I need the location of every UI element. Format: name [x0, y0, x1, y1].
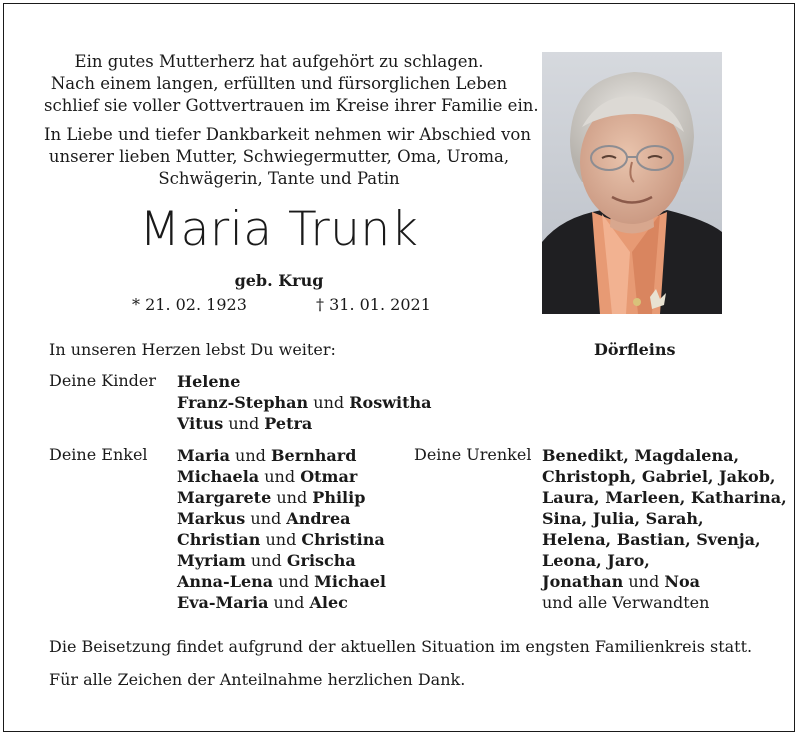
list-item	[177, 445, 386, 466]
grandchild-name: Myriam	[177, 551, 246, 570]
list-item	[542, 466, 787, 487]
great-grandchildren-list	[542, 445, 787, 613]
birth-name: geb. Krug	[234, 271, 324, 290]
conjunction: und	[313, 393, 345, 412]
great-grandchild-name: Noa	[664, 572, 700, 591]
intro-line: Nach einem langen, erfüllten und fürsorglichen Leben	[50, 74, 508, 93]
partner-name: Bernhard	[271, 446, 357, 465]
village-name: Dörfleins	[594, 340, 676, 359]
grandchild-name: Michaela	[177, 467, 260, 486]
children-list	[177, 371, 431, 434]
partner-name: Grischa	[286, 551, 356, 570]
partner-name: Otmar	[300, 467, 358, 486]
farewell-paragraph	[44, 124, 531, 190]
partner-name: Michael	[314, 572, 386, 591]
conjunction: und	[250, 509, 282, 528]
tagline: In unseren Herzen lebst Du weiter:	[49, 340, 336, 359]
farewell-line: In Liebe und tiefer Dankbarkeit nehmen wir Abschied von	[44, 125, 531, 144]
conjunction: und	[628, 572, 660, 591]
list-item	[542, 550, 787, 571]
conjunction: und	[278, 572, 310, 591]
death-date: † 31. 01. 2021	[316, 295, 431, 314]
children-label: Deine Kinder	[49, 371, 157, 390]
list-item	[177, 392, 431, 413]
child-name: Franz-Stephan	[177, 393, 309, 412]
list-item	[542, 508, 787, 529]
grandchild-name: Margarete	[177, 488, 272, 507]
great-grandchild-names: Laura, Marleen, Katharina,	[542, 488, 787, 507]
list-item	[542, 571, 787, 592]
child-name: Vitus	[177, 414, 224, 433]
great-grandchild-names: Christoph, Gabriel, Jakob,	[542, 467, 776, 486]
grandchild-name: Eva-Maria	[177, 593, 269, 612]
grandchild-name: Anna-Lena	[177, 572, 274, 591]
great-grandchild-name: Jonathan	[542, 572, 624, 591]
partner-name: Alec	[309, 593, 348, 612]
thanks-note: Für alle Zeichen der Anteilnahme herzlichen Dank.	[49, 670, 466, 689]
conjunction: und	[273, 593, 305, 612]
farewell-line: unserer lieben Mutter, Schwiegermutter, Oma, Uroma,	[48, 147, 510, 166]
deceased-name: Maria Trunk	[139, 202, 419, 257]
list-item	[177, 413, 431, 434]
conjunction: und	[276, 488, 308, 507]
intro-line: schlief sie voller Gottvertrauen im Kreise ihrer Familie ein.	[44, 96, 539, 115]
obituary-card	[3, 3, 795, 732]
list-item	[177, 529, 386, 550]
partner-name: Andrea	[286, 509, 351, 528]
list-item	[177, 487, 386, 508]
intro-paragraph	[44, 51, 539, 117]
partner-name: Roswitha	[349, 393, 432, 412]
grandchild-name: Maria	[177, 446, 230, 465]
list-item	[542, 445, 787, 466]
conjunction: und	[228, 414, 260, 433]
relatives-closing: und alle Verwandten	[542, 593, 710, 612]
list-item	[177, 466, 386, 487]
conjunction: und	[265, 530, 297, 549]
list-item	[177, 592, 386, 613]
grandchild-name: Markus	[177, 509, 246, 528]
list-item	[177, 508, 386, 529]
conjunction: und	[250, 551, 282, 570]
conjunction: und	[235, 446, 266, 465]
partner-name: Petra	[264, 414, 313, 433]
great-grandchildren-label: Deine Urenkel	[414, 445, 532, 464]
birth-date: * 21. 02. 1923	[132, 295, 247, 314]
list-item	[177, 371, 431, 392]
burial-notice: Die Beisetzung findet aufgrund der aktuellen Situation im engsten Familienkreis statt.	[49, 637, 753, 656]
partner-name: Philip	[312, 488, 366, 507]
partner-name: Christina	[301, 530, 385, 549]
conjunction: und	[264, 467, 296, 486]
farewell-line: Schwägerin, Tante und Patin	[158, 169, 400, 188]
intro-line: Ein gutes Mutterherz hat aufgehört zu schlagen.	[74, 52, 484, 71]
list-item	[177, 571, 386, 592]
list-item	[542, 529, 787, 550]
great-grandchild-names: Sina, Julia, Sarah,	[542, 509, 704, 528]
grandchildren-list	[177, 445, 386, 613]
grandchild-name: Christian	[177, 530, 261, 549]
great-grandchild-names: Leona, Jaro,	[542, 551, 650, 570]
list-item	[542, 487, 787, 508]
great-grandchild-names: Helena, Bastian, Svenja,	[542, 530, 761, 549]
list-item	[177, 550, 386, 571]
portrait-photo	[542, 52, 722, 314]
great-grandchild-names: Benedikt, Magdalena,	[542, 446, 740, 465]
grandchildren-label: Deine Enkel	[49, 445, 148, 464]
child-name: Helene	[177, 372, 241, 391]
